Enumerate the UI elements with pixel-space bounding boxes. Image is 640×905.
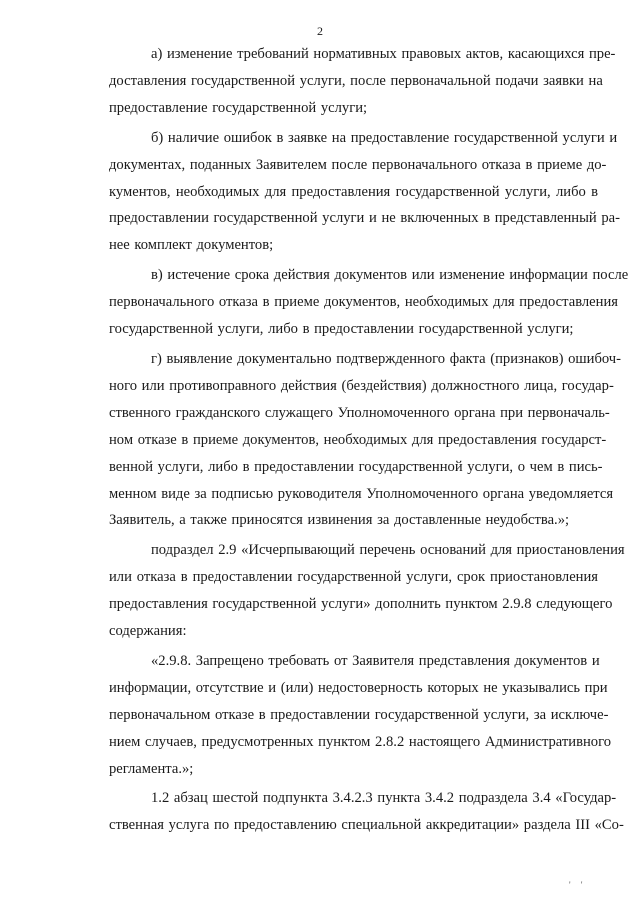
text-line: ного или противоправного действия (бездействия) должностного лица, государ- bbox=[109, 377, 614, 394]
text-line: регламента.»; bbox=[109, 760, 194, 777]
text-line: ном отказе в приеме документов, необходимых для предоставления государст- bbox=[109, 431, 607, 448]
paragraph-item-b bbox=[67, 125, 621, 260]
text-line: г) выявление документально подтвержденного факта (признаков) ошибоч- bbox=[151, 350, 622, 367]
text-line: в) истечение срока действия документов или изменение информации после bbox=[151, 267, 629, 284]
page-number: 2 bbox=[317, 24, 323, 38]
document-body bbox=[67, 41, 629, 842]
text-line: первоначальном отказе в предоставлении государственной услуги, за исключе- bbox=[109, 706, 609, 723]
paragraph-item-a bbox=[67, 41, 616, 122]
scan-mark: ' ' bbox=[569, 880, 587, 890]
paragraph-subsection-2-9 bbox=[67, 537, 625, 645]
text-line: предоставления государственной услуги» дополнить пунктом 2.9.8 следующего bbox=[109, 596, 613, 613]
text-line: ственная услуга по предоставлению специальной аккредитации» раздела III «Со- bbox=[109, 817, 624, 834]
text-line: первоначального отказа в приеме документов, необходимых для предоставления bbox=[109, 294, 618, 311]
paragraph-item-1-2 bbox=[67, 785, 624, 839]
paragraph-item-g bbox=[67, 346, 622, 534]
text-line: «2.9.8. Запрещено требовать от Заявителя представления документов и bbox=[151, 652, 600, 669]
text-line: подраздел 2.9 «Исчерпывающий перечень оснований для приостановления bbox=[151, 542, 625, 559]
text-line: ственного гражданского служащего Уполномоченного органа при первоначаль- bbox=[109, 404, 610, 421]
text-line: менном виде за подписью руководителя Уполномоченного органа уведомляется bbox=[109, 485, 614, 502]
text-line: содержания: bbox=[109, 623, 187, 640]
text-line: а) изменение требований нормативных правовых актов, касающихся пре- bbox=[151, 46, 616, 62]
text-line: б) наличие ошибок в заявке на предоставление государственной услуги и bbox=[151, 129, 618, 146]
text-line: Заявитель, а также приносятся извинения за доставленные неудобства.»; bbox=[109, 512, 570, 529]
text-line: информации, отсутствие и (или) недостоверность которых не указывались при bbox=[109, 679, 608, 696]
text-line: доставления государственной услуги, после первоначальной подачи заявки на bbox=[109, 72, 603, 89]
text-line: предоставление государственной услуги; bbox=[109, 99, 368, 116]
text-line: государственной услуги, либо в предоставлении государственной услуги; bbox=[109, 321, 574, 338]
text-line: нее комплект документов; bbox=[109, 237, 274, 254]
text-line: венной услуги, либо в предоставлении государственной услуги, о чем в пись- bbox=[109, 458, 603, 475]
text-line: или отказа в предоставлении государственной услуги, срок приостановления bbox=[109, 569, 598, 586]
text-line: кументов, необходимых для предоставления государственной услуги, либо в bbox=[109, 183, 598, 200]
text-line: нием случаев, предусмотренных пунктом 2.8.2 настоящего Административного bbox=[109, 733, 612, 750]
text-line: предоставлении государственной услуги и не включенных в представленный ра- bbox=[109, 210, 621, 227]
paragraph-clause-2-9-8 bbox=[67, 648, 612, 783]
text-line: 1.2 абзац шестой подпункта 3.4.2.3 пункта 3.4.2 подраздела 3.4 «Государ- bbox=[151, 790, 617, 807]
text-line: документах, поданных Заявителем после первоначального отказа в приеме до- bbox=[109, 156, 607, 173]
paragraph-item-v bbox=[67, 262, 629, 343]
